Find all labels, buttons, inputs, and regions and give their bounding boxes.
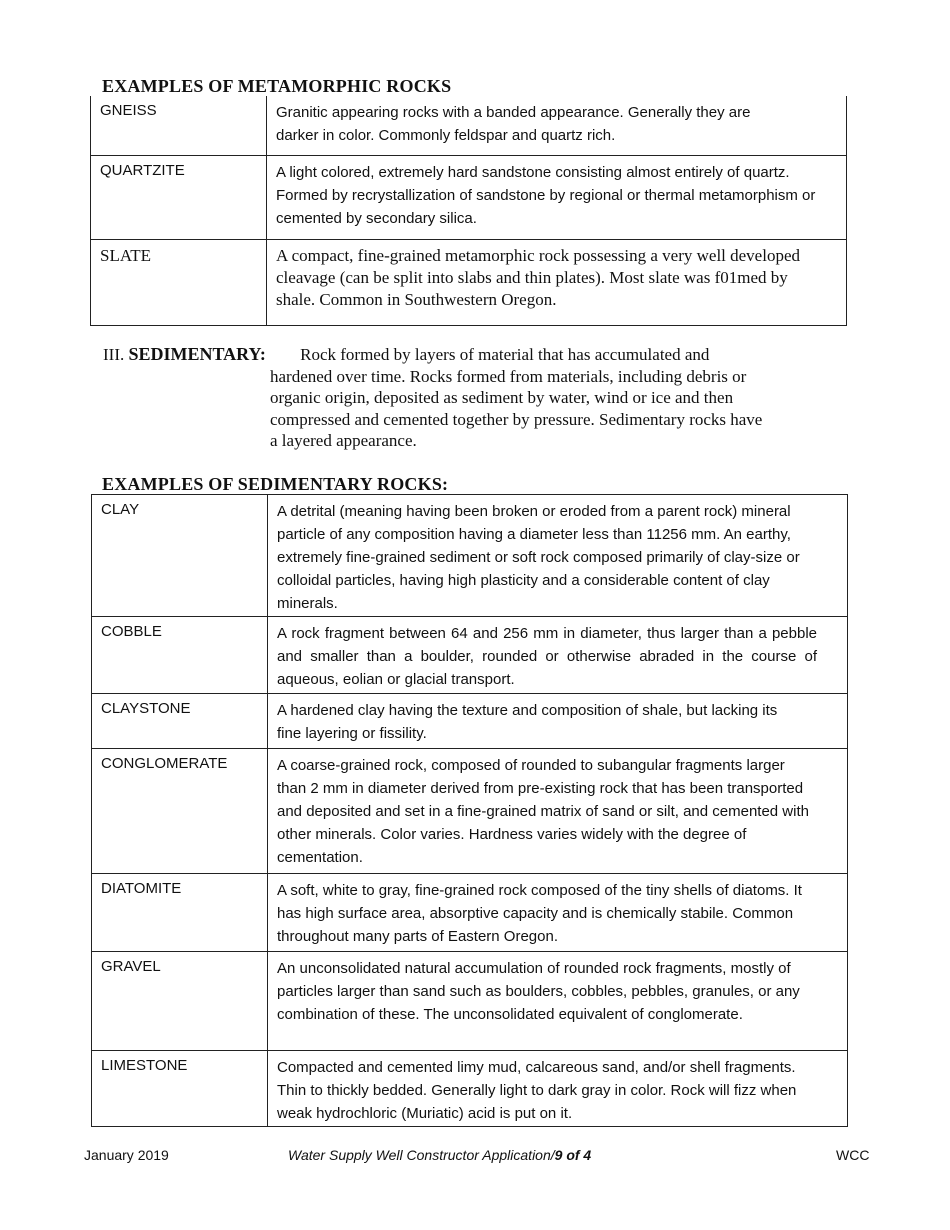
sedimentary-intro-line	[103, 344, 709, 366]
rock-name: SLATE	[91, 239, 267, 325]
sedimentary-intro: Rock formed by layers of material that has accumulated and	[300, 345, 710, 364]
table-row	[91, 239, 847, 325]
rock-name: QUARTZITE	[91, 155, 267, 239]
definition-line: hardened over time. Rocks formed from materials, including debris or	[270, 366, 747, 386]
rock-name: GRAVEL	[92, 952, 268, 1051]
table-row	[91, 96, 847, 155]
sedimentary-heading: EXAMPLES OF SEDIMENTARY ROCKS:	[102, 474, 449, 494]
rock-description: Granitic appearing rocks with a banded appearance. Generally they are darker in color. Commonly feldspar and quartz rich.	[267, 96, 847, 155]
footer-code: WCC	[836, 1147, 870, 1163]
rock-description: A compact, fine-grained metamorphic rock possessing a very well developed cleavage (can be split into slabs and thin plates). Most slate was f01med by shale. Common in Southwestern Oregon.	[267, 239, 847, 325]
rock-name: CLAYSTONE	[92, 694, 268, 749]
footer-date: January 2019	[84, 1147, 169, 1163]
rock-description: A hardened clay having the texture and composition of shale, but lacking its fine layering or fissility.	[268, 694, 848, 749]
rock-name: CONGLOMERATE	[92, 749, 268, 874]
rock-name: COBBLE	[92, 617, 268, 694]
table-row	[92, 749, 848, 874]
sedimentary-definition	[270, 366, 762, 452]
footer-title	[288, 1147, 591, 1163]
definition-line: compressed and cemented together by pressure. Sedimentary rocks have	[270, 409, 763, 429]
table-row	[92, 694, 848, 749]
table-row	[92, 495, 848, 617]
section-numeral: III.	[103, 345, 125, 364]
rock-description: An unconsolidated natural accumulation of rounded rock fragments, mostly of particles larger than sand such as boulders, cobbles, pebbles, granules, or any combination of these. The unconsolidated equivalent of conglomerate.	[268, 952, 848, 1051]
rock-description: Compacted and cemented limy mud, calcareous sand, and/or shell fragments. Thin to thickly bedded. Generally light to dark gray in color. Rock will fizz when weak hydrochloric (Muriatic) acid is put on it.	[268, 1051, 848, 1127]
table-row	[92, 874, 848, 952]
table-row	[92, 1051, 848, 1127]
rock-description: A coarse-grained rock, composed of rounded to subangular fragments larger than 2 mm in diameter derived from pre-existing rock that has been transported and deposited and set in a fine-grained matrix of sand or silt, and cemented with other minerals. Color varies. Hardness varies widely with the degree of cementation.	[268, 749, 848, 874]
definition-line: organic origin, deposited as sediment by water, wind or ice and then	[270, 388, 734, 407]
footer-page-number: 9 of 4	[554, 1147, 592, 1163]
definition-line: a layered appearance.	[270, 431, 417, 450]
section-title: SEDIMENTARY:	[128, 344, 266, 364]
sedimentary-table	[91, 494, 848, 1127]
rock-description: A soft, white to gray, fine-grained rock composed of the tiny shells of diatoms. It has high surface area, absorptive capacity and is chemically stabile. Common throughout many parts of Eastern Oregon.	[268, 874, 848, 952]
rock-description: A detrital (meaning having been broken or eroded from a parent rock) mineral particle of any composition having a diameter less than 11256 mm. An earthy, extremely fine-grained sediment or soft rock composed primarily of clay-size or colloidal particles, having high plasticity and a considerable content of clay minerals.	[268, 495, 848, 617]
rock-name: GNEISS	[91, 96, 267, 155]
table-row	[92, 617, 848, 694]
metamorphic-heading: EXAMPLES OF METAMORPHIC ROCKS	[102, 76, 452, 96]
rock-description: A light colored, extremely hard sandstone consisting almost entirely of quartz. Formed by recrystallization of sandstone by regional or thermal metamorphism or cemented by secondary silica.	[267, 155, 847, 239]
footer-document-title: Water Supply Well Constructor Application/	[288, 1147, 555, 1163]
rock-description: A rock fragment between 64 and 256 mm in diameter, thus larger than a pebble and smaller than a boulder, rounded or otherwise abraded in the course of aqueous, eolian or glacial transport.	[268, 617, 848, 694]
rock-name: DIATOMITE	[92, 874, 268, 952]
rock-name: LIMESTONE	[92, 1051, 268, 1127]
table-row	[92, 952, 848, 1051]
table-row	[91, 155, 847, 239]
rock-name: CLAY	[92, 495, 268, 617]
metamorphic-table	[90, 96, 847, 326]
